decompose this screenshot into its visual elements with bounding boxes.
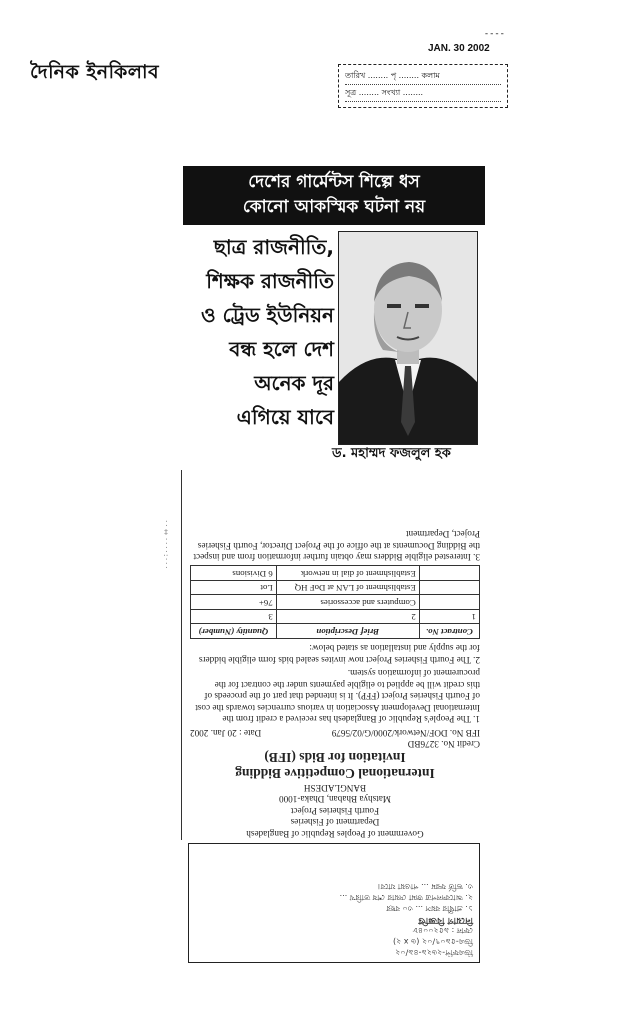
author-byline: ড. মহাম্মদ ফজলুল হক: [332, 446, 451, 461]
tender-department: Department of Fisheries: [290, 817, 380, 828]
quote-line: ছাত্র রাজনীতি,: [213, 235, 334, 259]
headline-quote: [186, 230, 334, 434]
notice-line: ২. আবেদনপত্র জমা দেয়ার শেষ তারিখ ...: [339, 893, 473, 902]
table-header: Contract No.: [419, 624, 479, 639]
notice-line: ১. প্রার্থীর বয়স ... ৩০ বছর: [386, 904, 473, 913]
table-index: 1: [419, 610, 479, 625]
tender-government: Government of Peoples Republic of Bangladesh: [246, 829, 424, 839]
tender-paragraph-2: 2. The Fourth Fisheries Project now invites sealed bids form eligible bidders for the supply and installation as stated below:: [198, 643, 480, 665]
column-rule: [181, 470, 182, 840]
portrait-illustration: [339, 232, 477, 444]
tender-date: Date : 20 Jan. 2002: [190, 728, 262, 738]
archive-stamp: [338, 64, 508, 108]
quote-line: বন্ধ হলে দেশ: [229, 337, 334, 361]
table-index: 3: [191, 610, 277, 625]
stamp-line-source: সূত্র ........ সংখ্যা ........: [345, 85, 501, 102]
margin-bleed-text: · · ‡ · · · · : · · ·: [162, 520, 170, 569]
banner-line-2: কোনো আকস্মিক ঘটনা নয়: [242, 197, 426, 217]
tender-subtitle: Invitation for Bids (IFB): [264, 750, 406, 766]
headline-banner: [183, 166, 485, 225]
small-notice: [188, 843, 480, 963]
notice-title: নিয়োগ বিজ্ঞপ্তি: [418, 915, 473, 925]
tender-credit: Credit No. 3276BD: [407, 739, 480, 750]
notice-line: ফোন : ৯৫২০০৪৮: [412, 926, 473, 935]
tender-notice: [190, 455, 480, 839]
quote-line: অনেক দূর: [254, 371, 334, 395]
quote-line: ও ট্রেড ইউনিয়ন: [200, 303, 334, 327]
table-cell: Establishment of dial in network: [276, 566, 419, 581]
tender-notice-body: [190, 455, 480, 839]
newspaper-name: দৈনিক ইনকিলাব: [30, 61, 160, 83]
table-cell: Establishment of LAN at DoF HQ: [276, 581, 419, 596]
table-cell: Computers and accessories: [276, 595, 419, 610]
banner-line-1: দেশের গার্মেন্টস শিল্পে ধস: [248, 172, 420, 192]
portrait-photo: [338, 231, 478, 445]
notice-line: ডিএ-৫৯০৭/০২ (৬ x ২): [392, 937, 473, 946]
table-header: Quantity (Number): [191, 624, 277, 639]
tender-paragraph-3: 3. Interested eligible Bidders may obtain further information from and inspect the Bidding Documents at the office of the Project Director, Fourth Fisheries Project, Department: [193, 529, 480, 563]
tender-country: BANGLADESH: [303, 783, 367, 793]
table-cell: Lot: [191, 581, 277, 596]
small-notice-body: [189, 844, 479, 962]
stamp-line-date: তারিখ ........ পৃ ........ কলাম: [345, 68, 501, 85]
table-cell: 76+: [191, 595, 277, 610]
quote-line: শিক্ষক রাজনীতি: [206, 269, 334, 293]
date-stamp: JAN. 30 2002: [428, 43, 490, 54]
table-header: Brief Description: [276, 624, 419, 639]
tender-project: Fourth Fisheries Project: [290, 806, 380, 816]
table-cell: 6 Divisions: [191, 566, 277, 581]
tender-table: [190, 566, 480, 640]
tender-address: Matshya Bhaban, Dhaka-1000: [279, 794, 392, 805]
tender-title: International Competitive Bidding: [235, 766, 435, 782]
table-index: 2: [276, 610, 419, 625]
quote-line: এগিয়ে যাবে: [236, 405, 334, 429]
notice-line: ডিএফপি-২৬২৯-৪৯/০২: [395, 948, 473, 957]
tender-paragraph-1: 1. The People's Republic of Bangladesh has received a credit from the International Development Association in various currencies towards the cost of Fourth Fisheries Project (FFP). It is intended that part of the proceeds of this credit will be applied to eligible payments under the contract for the procurement of information system.: [195, 668, 480, 725]
stamp-mark: - - - -: [485, 28, 504, 38]
notice-line: ৩. ভর্তি ফরম ... পাওয়া যাবে।: [377, 882, 473, 891]
tender-ifb-number: IFB No. DOF/Network/2000/G/02/5679: [331, 728, 480, 738]
